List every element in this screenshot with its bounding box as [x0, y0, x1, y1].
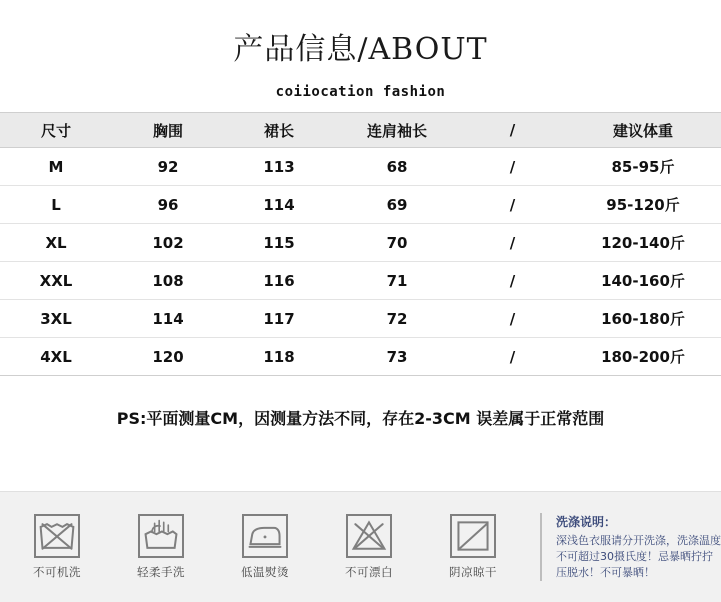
table-cell: 117 [224, 300, 334, 338]
table-cell: 118 [224, 338, 334, 376]
table-cell: 140-160斤 [565, 262, 721, 300]
table-cell: 85-95斤 [565, 148, 721, 186]
care-item [330, 514, 408, 580]
care-item-label: 低温熨烫 [241, 565, 289, 579]
table-cell: 114 [224, 186, 334, 224]
page-title: 产品信息/ABOUT [233, 32, 488, 67]
table-cell: 95-120斤 [565, 186, 721, 224]
table-cell: 73 [334, 338, 460, 376]
size-chart-table [0, 112, 721, 376]
care-instructions-strip [0, 491, 721, 602]
care-item-label: 不可漂白 [345, 565, 393, 579]
table-cell: 102 [112, 224, 224, 262]
table-cell: 96 [112, 186, 224, 224]
table-cell: 115 [224, 224, 334, 262]
table-row [0, 186, 721, 224]
table-header-cell: 连肩袖长 [334, 113, 460, 148]
table-header-cell: 建议体重 [565, 113, 721, 148]
table-header-cell: 胸围 [112, 113, 224, 148]
table-header-row [0, 113, 721, 148]
table-cell: L [0, 186, 112, 224]
table-row [0, 224, 721, 262]
no-machine-wash-icon [34, 514, 80, 558]
care-item-label: 轻柔手洗 [137, 565, 185, 579]
table-row [0, 262, 721, 300]
table-cell: / [460, 224, 565, 262]
do-not-bleach-icon [346, 514, 392, 558]
table-cell: 70 [334, 224, 460, 262]
table-cell: 108 [112, 262, 224, 300]
table-cell: XXL [0, 262, 112, 300]
brand-name: coiiocation fashion [275, 84, 446, 100]
measurement-note: PS:平面测量CM，因测量方法不同，存在2-3CM 误差属于正常范围 [116, 409, 605, 428]
table-row [0, 148, 721, 186]
care-item [226, 514, 304, 580]
table-cell: 92 [112, 148, 224, 186]
gentle-hand-wash-icon [138, 514, 184, 558]
table-header-cell: 尺寸 [0, 113, 112, 148]
care-item [18, 514, 96, 580]
table-header-cell: / [460, 113, 565, 148]
table-cell: / [460, 300, 565, 338]
table-cell: 72 [334, 300, 460, 338]
care-item-label: 不可机洗 [33, 565, 81, 579]
table-cell: 3XL [0, 300, 112, 338]
low-temperature-iron-icon [242, 514, 288, 558]
wash-instructions-block [540, 513, 721, 581]
table-cell: 120-140斤 [565, 224, 721, 262]
table-cell: M [0, 148, 112, 186]
care-icon-list [0, 514, 512, 580]
table-header-cell: 裙长 [224, 113, 334, 148]
table-cell: / [460, 262, 565, 300]
care-item [122, 514, 200, 580]
table-cell: 69 [334, 186, 460, 224]
table-cell: 68 [334, 148, 460, 186]
table-cell: 71 [334, 262, 460, 300]
dry-in-shade-icon [450, 514, 496, 558]
table-cell: XL [0, 224, 112, 262]
table-cell: 120 [112, 338, 224, 376]
table-row [0, 338, 721, 376]
wash-instructions-body: 深浅色衣服请分开洗涤，洗涤温度不可超过30摄氏度！忌暴晒拧拧压脱水！不可暴晒！ [556, 534, 721, 579]
table-row [0, 300, 721, 338]
table-cell: / [460, 338, 565, 376]
table-cell: / [460, 186, 565, 224]
table-cell: / [460, 148, 565, 186]
wash-instructions-title: 洗涤说明： [556, 515, 617, 530]
table-cell: 113 [224, 148, 334, 186]
table-cell: 114 [112, 300, 224, 338]
care-item [434, 514, 512, 580]
table-cell: 4XL [0, 338, 112, 376]
table-cell: 180-200斤 [565, 338, 721, 376]
table-cell: 160-180斤 [565, 300, 721, 338]
table-cell: 116 [224, 262, 334, 300]
care-item-label: 阴凉晾干 [449, 565, 497, 579]
